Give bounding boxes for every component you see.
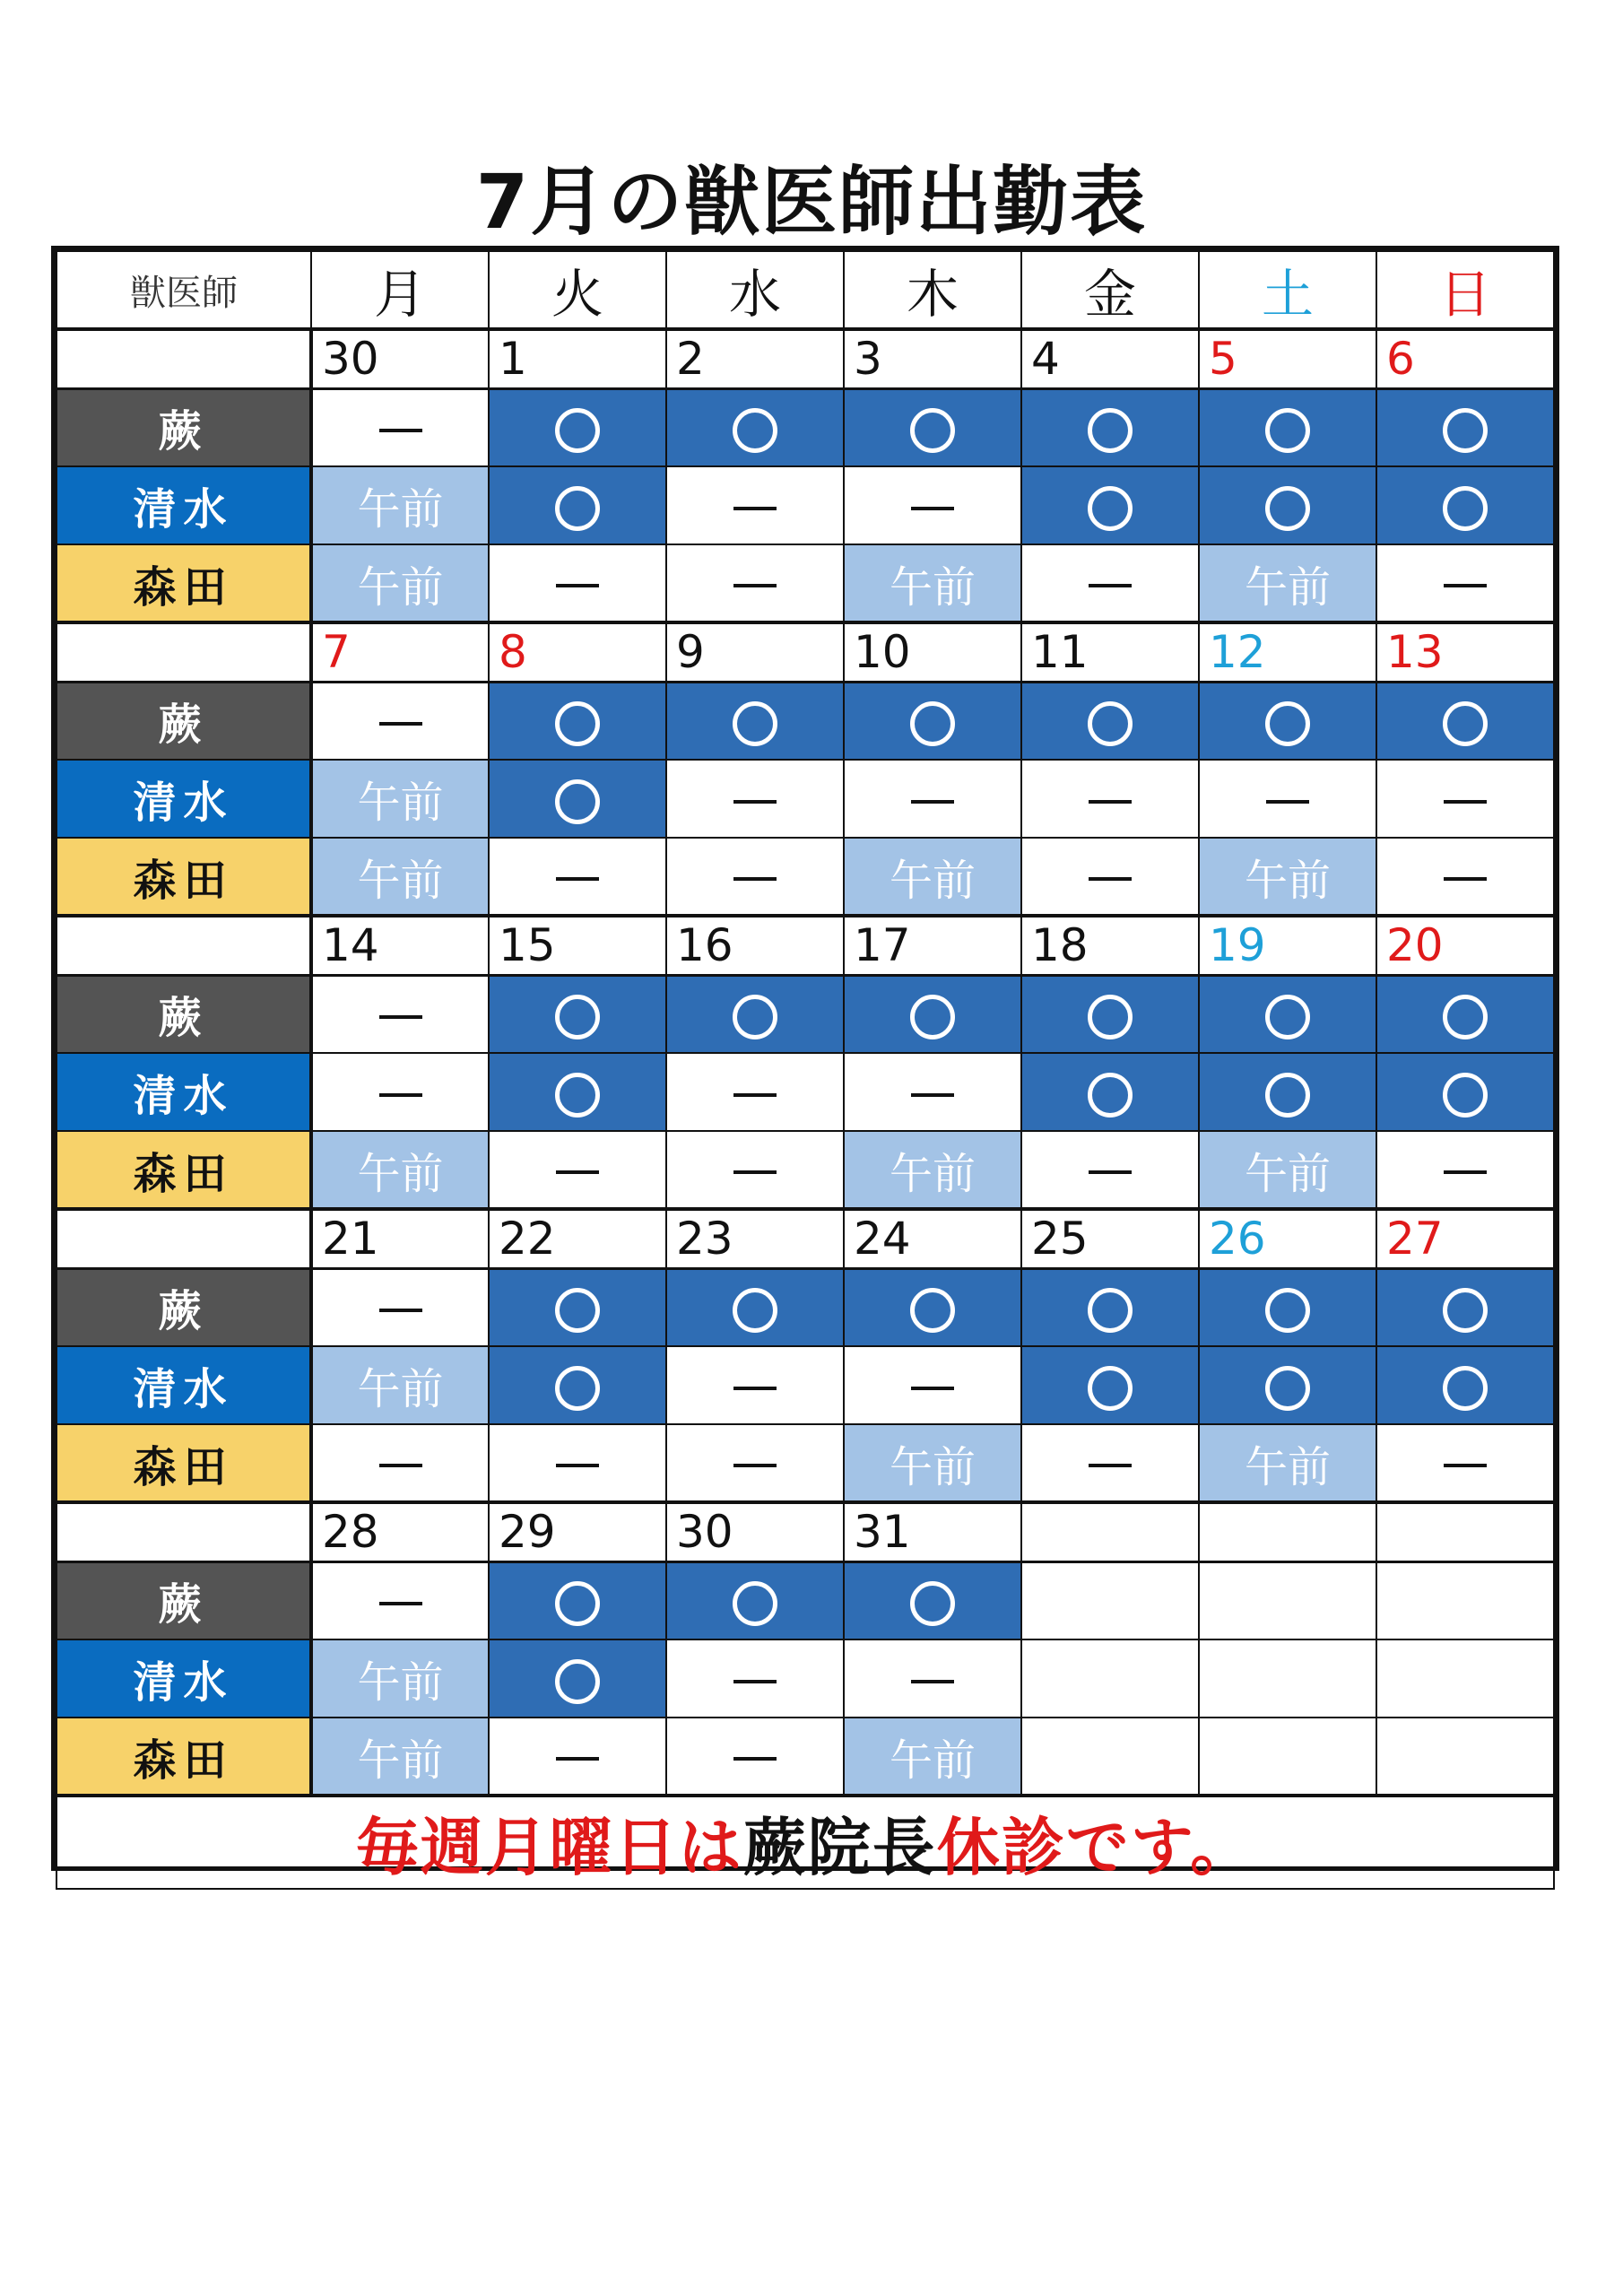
shift-cell-off	[1021, 838, 1199, 916]
shift-cell-blank	[1376, 1561, 1554, 1639]
full-day-circle-icon	[1443, 701, 1488, 746]
off-dash-icon	[733, 800, 777, 804]
date-cell: 13	[1376, 622, 1554, 682]
weekday-header-1: 火	[489, 251, 666, 329]
date-cell: 29	[489, 1502, 666, 1561]
shift-cell-off	[1376, 838, 1554, 916]
full-day-circle-icon	[1265, 701, 1310, 746]
shift-cell-half: 午前	[844, 1424, 1021, 1502]
off-dash-icon	[379, 1309, 422, 1312]
shift-cell-full	[1199, 466, 1376, 544]
off-dash-icon	[1089, 1464, 1132, 1467]
full-day-circle-icon	[733, 701, 777, 746]
shift-cell-off	[1376, 760, 1554, 838]
shift-cell-full	[1021, 466, 1199, 544]
vet-row-morita	[56, 1718, 1554, 1796]
shift-cell-half: 午前	[844, 1718, 1021, 1796]
shift-cell-full	[489, 388, 666, 466]
full-day-circle-icon	[910, 1581, 955, 1626]
vet-row-morita	[56, 838, 1554, 916]
shift-cell-off	[489, 838, 666, 916]
vet-row-warabi	[56, 682, 1554, 760]
shift-cell-full	[1376, 682, 1554, 760]
off-dash-icon	[1089, 584, 1132, 587]
shift-cell-full	[1021, 388, 1199, 466]
shift-cell-off	[489, 544, 666, 622]
weekday-header-2: 水	[666, 251, 844, 329]
date-cell: 7	[311, 622, 489, 682]
shift-cell-full	[1021, 1268, 1199, 1346]
off-dash-icon	[379, 1602, 422, 1605]
shift-cell-off	[666, 1424, 844, 1502]
weekday-header-3: 木	[844, 251, 1021, 329]
off-dash-icon	[733, 1387, 777, 1390]
full-day-circle-icon	[1443, 995, 1488, 1039]
shift-cell-full	[1376, 1268, 1554, 1346]
shift-cell-off	[666, 544, 844, 622]
shift-cell-full	[1376, 1346, 1554, 1424]
shift-cell-off	[311, 1561, 489, 1639]
weekday-header-4: 金	[1021, 251, 1199, 329]
vet-row-shimizu	[56, 760, 1554, 838]
full-day-circle-icon	[1443, 1366, 1488, 1411]
full-day-circle-icon	[555, 1288, 600, 1333]
date-cell: 6	[1376, 329, 1554, 388]
shift-cell-half: 午前	[1199, 1424, 1376, 1502]
off-dash-icon	[911, 507, 954, 510]
vet-name-warabi: 蕨	[56, 1561, 311, 1639]
off-dash-icon	[911, 1680, 954, 1683]
off-dash-icon	[1089, 800, 1132, 804]
page-title: 7月の獣医師出勤表	[475, 158, 1148, 246]
shift-cell-off	[1376, 1131, 1554, 1209]
vet-row-morita	[56, 1424, 1554, 1502]
shift-cell-half: 午前	[844, 838, 1021, 916]
shift-cell-full	[666, 682, 844, 760]
off-dash-icon	[733, 1757, 777, 1761]
shift-cell-off	[844, 760, 1021, 838]
shift-cell-off	[1199, 760, 1376, 838]
date-cell: 15	[489, 916, 666, 975]
date-row	[56, 622, 1554, 682]
shift-cell-full	[489, 1268, 666, 1346]
vet-row-shimizu	[56, 1053, 1554, 1131]
shift-cell-off	[666, 760, 844, 838]
shift-cell-full	[489, 975, 666, 1053]
shift-cell-blank	[1199, 1718, 1376, 1796]
date-row	[56, 916, 1554, 975]
full-day-circle-icon	[555, 1366, 600, 1411]
shift-cell-off	[844, 1346, 1021, 1424]
date-cell	[1199, 1502, 1376, 1561]
date-cell: 22	[489, 1209, 666, 1268]
shift-cell-full	[1199, 1268, 1376, 1346]
vet-name-warabi: 蕨	[56, 682, 311, 760]
date-cell: 31	[844, 1502, 1021, 1561]
shift-cell-off	[1376, 544, 1554, 622]
shift-cell-half: 午前	[844, 1131, 1021, 1209]
shift-cell-off	[666, 1131, 844, 1209]
off-dash-icon	[1089, 1170, 1132, 1174]
shift-cell-off	[311, 388, 489, 466]
full-day-circle-icon	[555, 1073, 600, 1118]
full-day-circle-icon	[555, 701, 600, 746]
shift-cell-off	[311, 1424, 489, 1502]
shift-cell-full	[666, 388, 844, 466]
shift-cell-off	[311, 1268, 489, 1346]
shift-cell-half: 午前	[311, 838, 489, 916]
date-cell: 20	[1376, 916, 1554, 975]
off-dash-icon	[733, 1093, 777, 1097]
shift-cell-half: 午前	[844, 544, 1021, 622]
date-row	[56, 1209, 1554, 1268]
shift-cell-off	[1021, 760, 1199, 838]
date-cell: 5	[1199, 329, 1376, 388]
full-day-circle-icon	[910, 701, 955, 746]
vet-row-warabi	[56, 975, 1554, 1053]
full-day-circle-icon	[1265, 1073, 1310, 1118]
vet-row-shimizu	[56, 1639, 1554, 1718]
date-cell: 10	[844, 622, 1021, 682]
shift-cell-full	[489, 1639, 666, 1718]
shift-cell-full	[1021, 975, 1199, 1053]
date-cell: 28	[311, 1502, 489, 1561]
shift-cell-off	[844, 1053, 1021, 1131]
full-day-circle-icon	[1088, 408, 1133, 453]
footer-note-part: 毎週月曜日は	[355, 1811, 743, 1884]
shift-cell-half: 午前	[311, 1346, 489, 1424]
shift-cell-half: 午前	[1199, 1131, 1376, 1209]
full-day-circle-icon	[1443, 486, 1488, 531]
date-cell: 30	[311, 329, 489, 388]
weekday-header-0: 月	[311, 251, 489, 329]
full-day-circle-icon	[1443, 1288, 1488, 1333]
vet-name-warabi: 蕨	[56, 388, 311, 466]
vet-name-shimizu: 清水	[56, 760, 311, 838]
date-cell: 8	[489, 622, 666, 682]
off-dash-icon	[911, 1387, 954, 1390]
full-day-circle-icon	[1443, 408, 1488, 453]
shift-cell-full	[844, 1561, 1021, 1639]
vet-row-shimizu	[56, 1346, 1554, 1424]
shift-cell-half: 午前	[311, 1131, 489, 1209]
shift-cell-full	[489, 466, 666, 544]
date-cell: 24	[844, 1209, 1021, 1268]
shift-cell-full	[666, 975, 844, 1053]
shift-cell-blank	[1199, 1561, 1376, 1639]
full-day-circle-icon	[1088, 1073, 1133, 1118]
date-cell: 26	[1199, 1209, 1376, 1268]
vet-name-morita: 森田	[56, 1718, 311, 1796]
date-cell: 9	[666, 622, 844, 682]
full-day-circle-icon	[733, 1288, 777, 1333]
shift-cell-half: 午前	[311, 1718, 489, 1796]
shift-cell-full	[666, 1268, 844, 1346]
full-day-circle-icon	[1088, 1366, 1133, 1411]
date-row-spacer	[56, 916, 311, 975]
date-row	[56, 329, 1554, 388]
full-day-circle-icon	[555, 486, 600, 531]
off-dash-icon	[556, 1170, 599, 1174]
off-dash-icon	[1444, 1170, 1487, 1174]
shift-cell-full	[844, 1268, 1021, 1346]
full-day-circle-icon	[733, 1581, 777, 1626]
off-dash-icon	[733, 1170, 777, 1174]
shift-cell-half: 午前	[1199, 838, 1376, 916]
shift-cell-off	[489, 1718, 666, 1796]
off-dash-icon	[911, 1093, 954, 1097]
date-cell	[1021, 1502, 1199, 1561]
off-dash-icon	[379, 1464, 422, 1467]
shift-cell-off	[666, 1639, 844, 1718]
off-dash-icon	[1444, 800, 1487, 804]
shift-cell-off	[311, 975, 489, 1053]
vet-name-warabi: 蕨	[56, 975, 311, 1053]
shift-cell-full	[1376, 466, 1554, 544]
date-row-spacer	[56, 622, 311, 682]
date-cell: 30	[666, 1502, 844, 1561]
shift-cell-blank	[1376, 1718, 1554, 1796]
off-dash-icon	[1444, 584, 1487, 587]
shift-cell-full	[1021, 1346, 1199, 1424]
shift-cell-half: 午前	[311, 466, 489, 544]
shift-cell-off	[1021, 1131, 1199, 1209]
date-cell: 16	[666, 916, 844, 975]
footer-note-part: 蕨院長	[742, 1811, 937, 1884]
vet-name-morita: 森田	[56, 544, 311, 622]
off-dash-icon	[556, 1464, 599, 1467]
full-day-circle-icon	[1265, 995, 1310, 1039]
full-day-circle-icon	[555, 1659, 600, 1704]
date-row-spacer	[56, 1209, 311, 1268]
off-dash-icon	[733, 877, 777, 881]
shift-cell-full	[1199, 1346, 1376, 1424]
shift-cell-off	[666, 1346, 844, 1424]
off-dash-icon	[1089, 877, 1132, 881]
shift-cell-full	[666, 1561, 844, 1639]
date-cell: 14	[311, 916, 489, 975]
shift-cell-full	[844, 388, 1021, 466]
date-cell: 17	[844, 916, 1021, 975]
shift-cell-off	[1376, 1424, 1554, 1502]
shift-cell-half: 午前	[311, 544, 489, 622]
shift-cell-full	[1199, 975, 1376, 1053]
shift-cell-full	[1021, 1053, 1199, 1131]
full-day-circle-icon	[555, 408, 600, 453]
shift-cell-full	[844, 682, 1021, 760]
full-day-circle-icon	[1443, 1073, 1488, 1118]
off-dash-icon	[733, 1464, 777, 1467]
full-day-circle-icon	[1088, 486, 1133, 531]
date-cell: 11	[1021, 622, 1199, 682]
footer-note-part: 休診です。	[936, 1811, 1255, 1884]
shift-cell-off	[844, 466, 1021, 544]
off-dash-icon	[1444, 877, 1487, 881]
vet-row-warabi	[56, 1268, 1554, 1346]
shift-cell-full	[1199, 1053, 1376, 1131]
off-dash-icon	[733, 584, 777, 587]
shift-cell-blank	[1021, 1561, 1199, 1639]
vet-name-warabi: 蕨	[56, 1268, 311, 1346]
shift-cell-full	[489, 760, 666, 838]
shift-cell-full	[489, 1561, 666, 1639]
vet-name-morita: 森田	[56, 838, 311, 916]
shift-cell-off	[1021, 1424, 1199, 1502]
vet-row-morita	[56, 544, 1554, 622]
full-day-circle-icon	[1265, 408, 1310, 453]
weekday-header-6: 日	[1376, 251, 1554, 329]
off-dash-icon	[379, 1093, 422, 1097]
date-cell: 18	[1021, 916, 1199, 975]
full-day-circle-icon	[1088, 995, 1133, 1039]
off-dash-icon	[733, 507, 777, 510]
shift-cell-off	[844, 1639, 1021, 1718]
date-cell	[1376, 1502, 1554, 1561]
shift-cell-off	[666, 466, 844, 544]
footer-note	[56, 1796, 1554, 1889]
off-dash-icon	[556, 584, 599, 587]
shift-cell-full	[1376, 1053, 1554, 1131]
schedule-table	[51, 246, 1559, 1884]
date-row	[56, 1502, 1554, 1561]
shift-cell-full	[1021, 682, 1199, 760]
full-day-circle-icon	[733, 995, 777, 1039]
off-dash-icon	[379, 1015, 422, 1019]
shift-cell-off	[311, 1053, 489, 1131]
shift-cell-full	[1376, 388, 1554, 466]
off-dash-icon	[1266, 800, 1309, 804]
date-cell: 21	[311, 1209, 489, 1268]
shift-cell-half: 午前	[311, 760, 489, 838]
vet-name-shimizu: 清水	[56, 1053, 311, 1131]
full-day-circle-icon	[910, 408, 955, 453]
vet-name-shimizu: 清水	[56, 1346, 311, 1424]
date-cell: 19	[1199, 916, 1376, 975]
full-day-circle-icon	[555, 779, 600, 824]
shift-cell-off	[489, 1424, 666, 1502]
full-day-circle-icon	[733, 408, 777, 453]
date-cell: 12	[1199, 622, 1376, 682]
full-day-circle-icon	[1265, 1288, 1310, 1333]
shift-cell-blank	[1376, 1639, 1554, 1718]
date-row-spacer	[56, 329, 311, 388]
off-dash-icon	[1444, 1464, 1487, 1467]
date-cell: 3	[844, 329, 1021, 388]
shift-cell-off	[666, 1053, 844, 1131]
full-day-circle-icon	[1088, 1288, 1133, 1333]
date-row-spacer	[56, 1502, 311, 1561]
footer-row	[56, 1796, 1554, 1889]
full-day-circle-icon	[1265, 1366, 1310, 1411]
vet-row-shimizu	[56, 466, 1554, 544]
shift-cell-off	[311, 682, 489, 760]
shift-cell-blank	[1199, 1639, 1376, 1718]
vet-row-morita	[56, 1131, 1554, 1209]
date-cell: 27	[1376, 1209, 1554, 1268]
shift-cell-off	[489, 1131, 666, 1209]
shift-cell-blank	[1021, 1718, 1199, 1796]
shift-cell-off	[666, 838, 844, 916]
off-dash-icon	[556, 877, 599, 881]
shift-cell-blank	[1021, 1639, 1199, 1718]
shift-cell-full	[1199, 682, 1376, 760]
full-day-circle-icon	[910, 995, 955, 1039]
vet-column-header: 獣医師	[56, 251, 311, 329]
shift-cell-full	[1376, 975, 1554, 1053]
full-day-circle-icon	[1265, 486, 1310, 531]
shift-cell-full	[489, 1053, 666, 1131]
shift-cell-full	[489, 1346, 666, 1424]
weekday-header-row	[56, 251, 1554, 329]
off-dash-icon	[733, 1680, 777, 1683]
vet-row-warabi	[56, 1561, 1554, 1639]
date-cell: 1	[489, 329, 666, 388]
shift-cell-full	[1199, 388, 1376, 466]
date-cell: 4	[1021, 329, 1199, 388]
vet-name-morita: 森田	[56, 1131, 311, 1209]
shift-cell-half: 午前	[311, 1639, 489, 1718]
full-day-circle-icon	[1088, 701, 1133, 746]
full-day-circle-icon	[910, 1288, 955, 1333]
vet-name-shimizu: 清水	[56, 1639, 311, 1718]
off-dash-icon	[556, 1757, 599, 1761]
vet-name-morita: 森田	[56, 1424, 311, 1502]
shift-cell-full	[844, 975, 1021, 1053]
weekday-header-5: 土	[1199, 251, 1376, 329]
off-dash-icon	[379, 722, 422, 726]
off-dash-icon	[379, 429, 422, 432]
date-cell: 25	[1021, 1209, 1199, 1268]
vet-name-shimizu: 清水	[56, 466, 311, 544]
date-cell: 2	[666, 329, 844, 388]
date-cell: 23	[666, 1209, 844, 1268]
shift-cell-full	[489, 682, 666, 760]
shift-cell-half: 午前	[1199, 544, 1376, 622]
full-day-circle-icon	[555, 995, 600, 1039]
shift-cell-off	[1021, 544, 1199, 622]
off-dash-icon	[911, 800, 954, 804]
vet-row-warabi	[56, 388, 1554, 466]
shift-cell-off	[666, 1718, 844, 1796]
full-day-circle-icon	[555, 1581, 600, 1626]
